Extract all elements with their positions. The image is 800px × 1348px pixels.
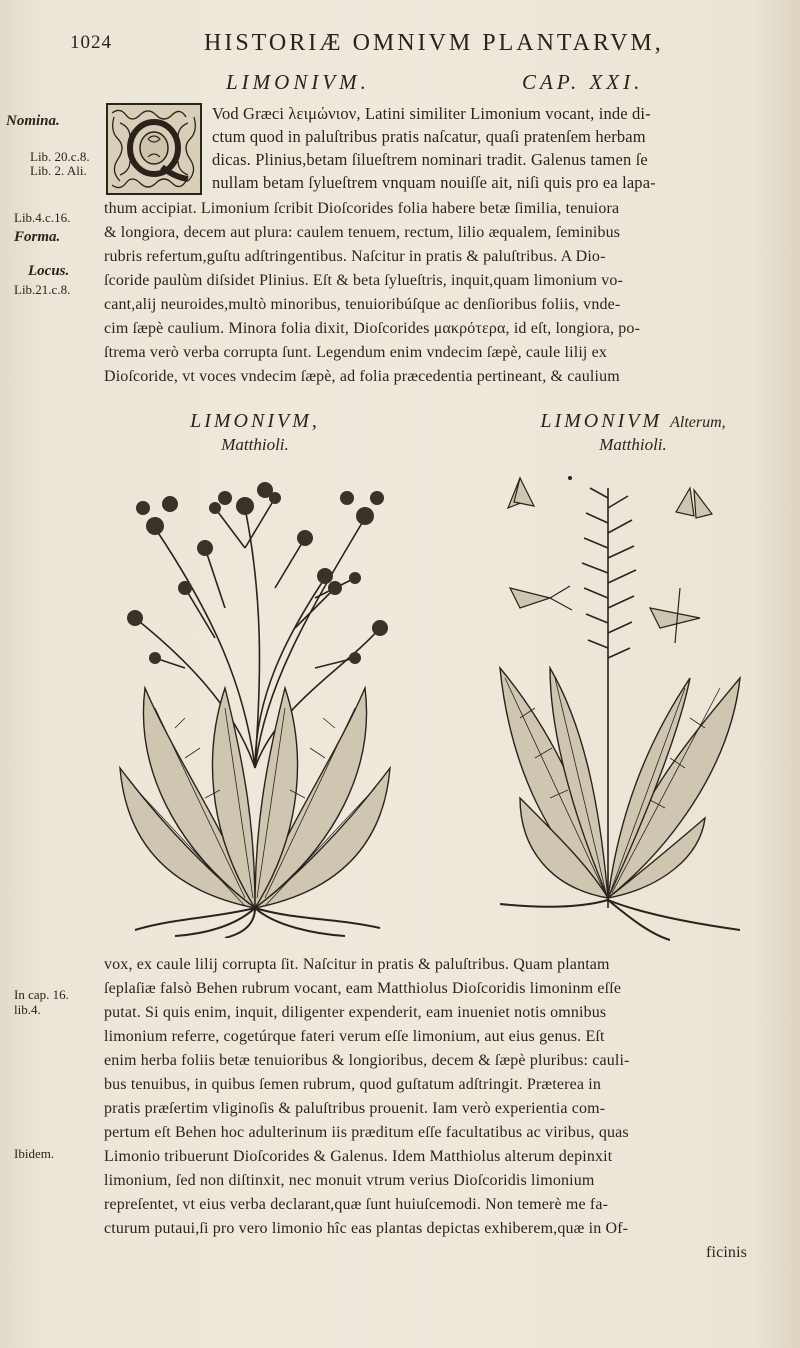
body-text-line: ſeplaſiæ falsò Behen rubrum vocant, eam Matthiolus Dioſcoridis limoninm eſſe xyxy=(104,980,622,997)
body-text-line: bus tenuibus, in quibus ſemen rubrum, quod guſtatum adſtringit. Præterea in xyxy=(104,1076,601,1093)
body-text-line: ſcoride paulùm diſsidet Plinius. Eſt & beta ſylueſtris, inquit,quam limonium vo- xyxy=(104,272,624,289)
margin-note-ref: Lib. 20.c.8. xyxy=(30,149,90,164)
woodcut-limonium-illustration xyxy=(115,468,395,938)
body-text-line: cant,alij neuroides,multò minoribus, tenuioribúſque ac denſioribus foliis, vnde- xyxy=(104,296,621,313)
body-text-line: Dioſcoride, vt voces vndecim ſæpè, ad folia præcedentia pertineant, & caulium xyxy=(104,368,620,385)
figure-author: Matthioli. xyxy=(599,435,667,454)
figure-title-qualifier: Alterum, xyxy=(670,414,726,431)
chapter-title: LIMONIVM. xyxy=(226,70,370,94)
body-text-line: & longiora, decem aut plura: caulem tenuem, rectum, lilio æqualem, ſeminibus xyxy=(104,224,621,241)
margin-note-ref: Lib.21.c.8. xyxy=(14,282,71,297)
figure-caption-limonium xyxy=(130,410,380,455)
margin-note-forma: Forma. xyxy=(14,229,61,245)
body-text-line: dicas. Plinius,betam ſilueſtrem nominari tradit. Galenus tamen ſe xyxy=(212,150,648,169)
margin-note-ref: In cap. 16. xyxy=(14,987,69,1002)
woodcut-limonium-alterum-illustration xyxy=(490,468,760,943)
body-text-line: cim ſæpè caulium. Minora folia dixit, Dioſcorides μακρότερα, id eſt, longiora, po- xyxy=(104,320,641,337)
body-text-line: Limonio tribuerunt Dioſcorides & Galenus. Idem Matthiolus alterum depinxit xyxy=(104,1148,613,1165)
body-text-line: cturum putaui,ſi pro vero limonio hîc eas plantas depictas exhiberem,quæ in Of- xyxy=(104,1220,629,1237)
margin-note-ref: Lib.4.c.16. xyxy=(14,210,71,225)
body-text-line: nullam betam ſylueſtrem vnquam nouiſſe ait, niſi quis pro ea lapa- xyxy=(212,173,656,192)
body-text-line: pertum eſt Behen hoc adulterinum iis præditum eſſe facultatibus ac viribus, quas xyxy=(104,1124,629,1141)
margin-note-ref: Lib. 2. Ali. xyxy=(30,163,87,178)
running-title: HISTORIÆ OMNIVM PLANTARVM, xyxy=(204,30,664,56)
figure-title-name: LIMONIVM xyxy=(540,410,663,432)
chapter-heading xyxy=(226,70,696,100)
body-text-line: ſtrema verò verba corrupta ſunt. Legendum enim vndecim ſæpè, caule lilij ex xyxy=(104,344,608,361)
body-text-line: repreſentet, vt eius verba declarant,quæ ſunt huiuſcemodi. Non temerè me fa- xyxy=(104,1196,609,1213)
margin-note-locus: Locus. xyxy=(28,263,70,279)
figure-title: LIMONIVM, xyxy=(190,410,320,432)
figure-author: Matthioli. xyxy=(221,435,289,454)
body-text-line: putat. Si quis enim, inquit, diligenter expenderit, eam inueniet notis omnibus xyxy=(104,1004,607,1021)
catchword: ficinis xyxy=(706,1244,748,1261)
figure-caption-limonium-alterum xyxy=(488,410,778,455)
body-text-line: rubris refertum,guſtu adſtringentibus. Naſcitur in pratis & paluſtribus. A Dio- xyxy=(104,248,606,265)
chapter-number: CAP. XXI. xyxy=(522,70,644,94)
decorated-initial-q xyxy=(106,103,202,195)
margin-note-nomina: Nomina. xyxy=(6,113,60,129)
body-text-line: limonium referre, cogetúrque fateri verum eſſe limonium, aut eius genus. Eſt xyxy=(104,1028,605,1045)
body-text-line: ctum quod in paluſtribus pratis naſcatur, quaſi pratenſem herbam xyxy=(212,127,646,146)
body-text-line: vox, ex caule lilij corrupta ſit. Naſcitur in pratis & paluſtribus. Quam plantam xyxy=(104,956,610,973)
body-text-line: thum accipiat. Limonium ſcribit Dioſcorides folia habere betæ ſimilia, tenuiora xyxy=(104,200,620,217)
body-text-line: pratis præſertim vliginoſis & paluſtribus prouenit. Iam verò experientia com- xyxy=(104,1100,606,1117)
body-text-line: limonium, ſed non diſtinxit, nec monuit vtrum verius Dioſcoridis limonium xyxy=(104,1172,595,1189)
margin-note-ibidem: Ibidem. xyxy=(14,1146,55,1161)
margin-note-ref: lib.4. xyxy=(14,1002,41,1017)
running-head xyxy=(70,30,770,60)
body-text-line: enim herba foliis betæ tenuioribus & longioribus, decem & ſæpè pluribus: cauli- xyxy=(104,1052,630,1069)
body-text-line: Vod Græci λειμώνιον, Latini similiter Limonium vocant, inde di- xyxy=(212,104,651,123)
page-number: 1024 xyxy=(70,32,112,53)
figure-title xyxy=(488,410,778,433)
